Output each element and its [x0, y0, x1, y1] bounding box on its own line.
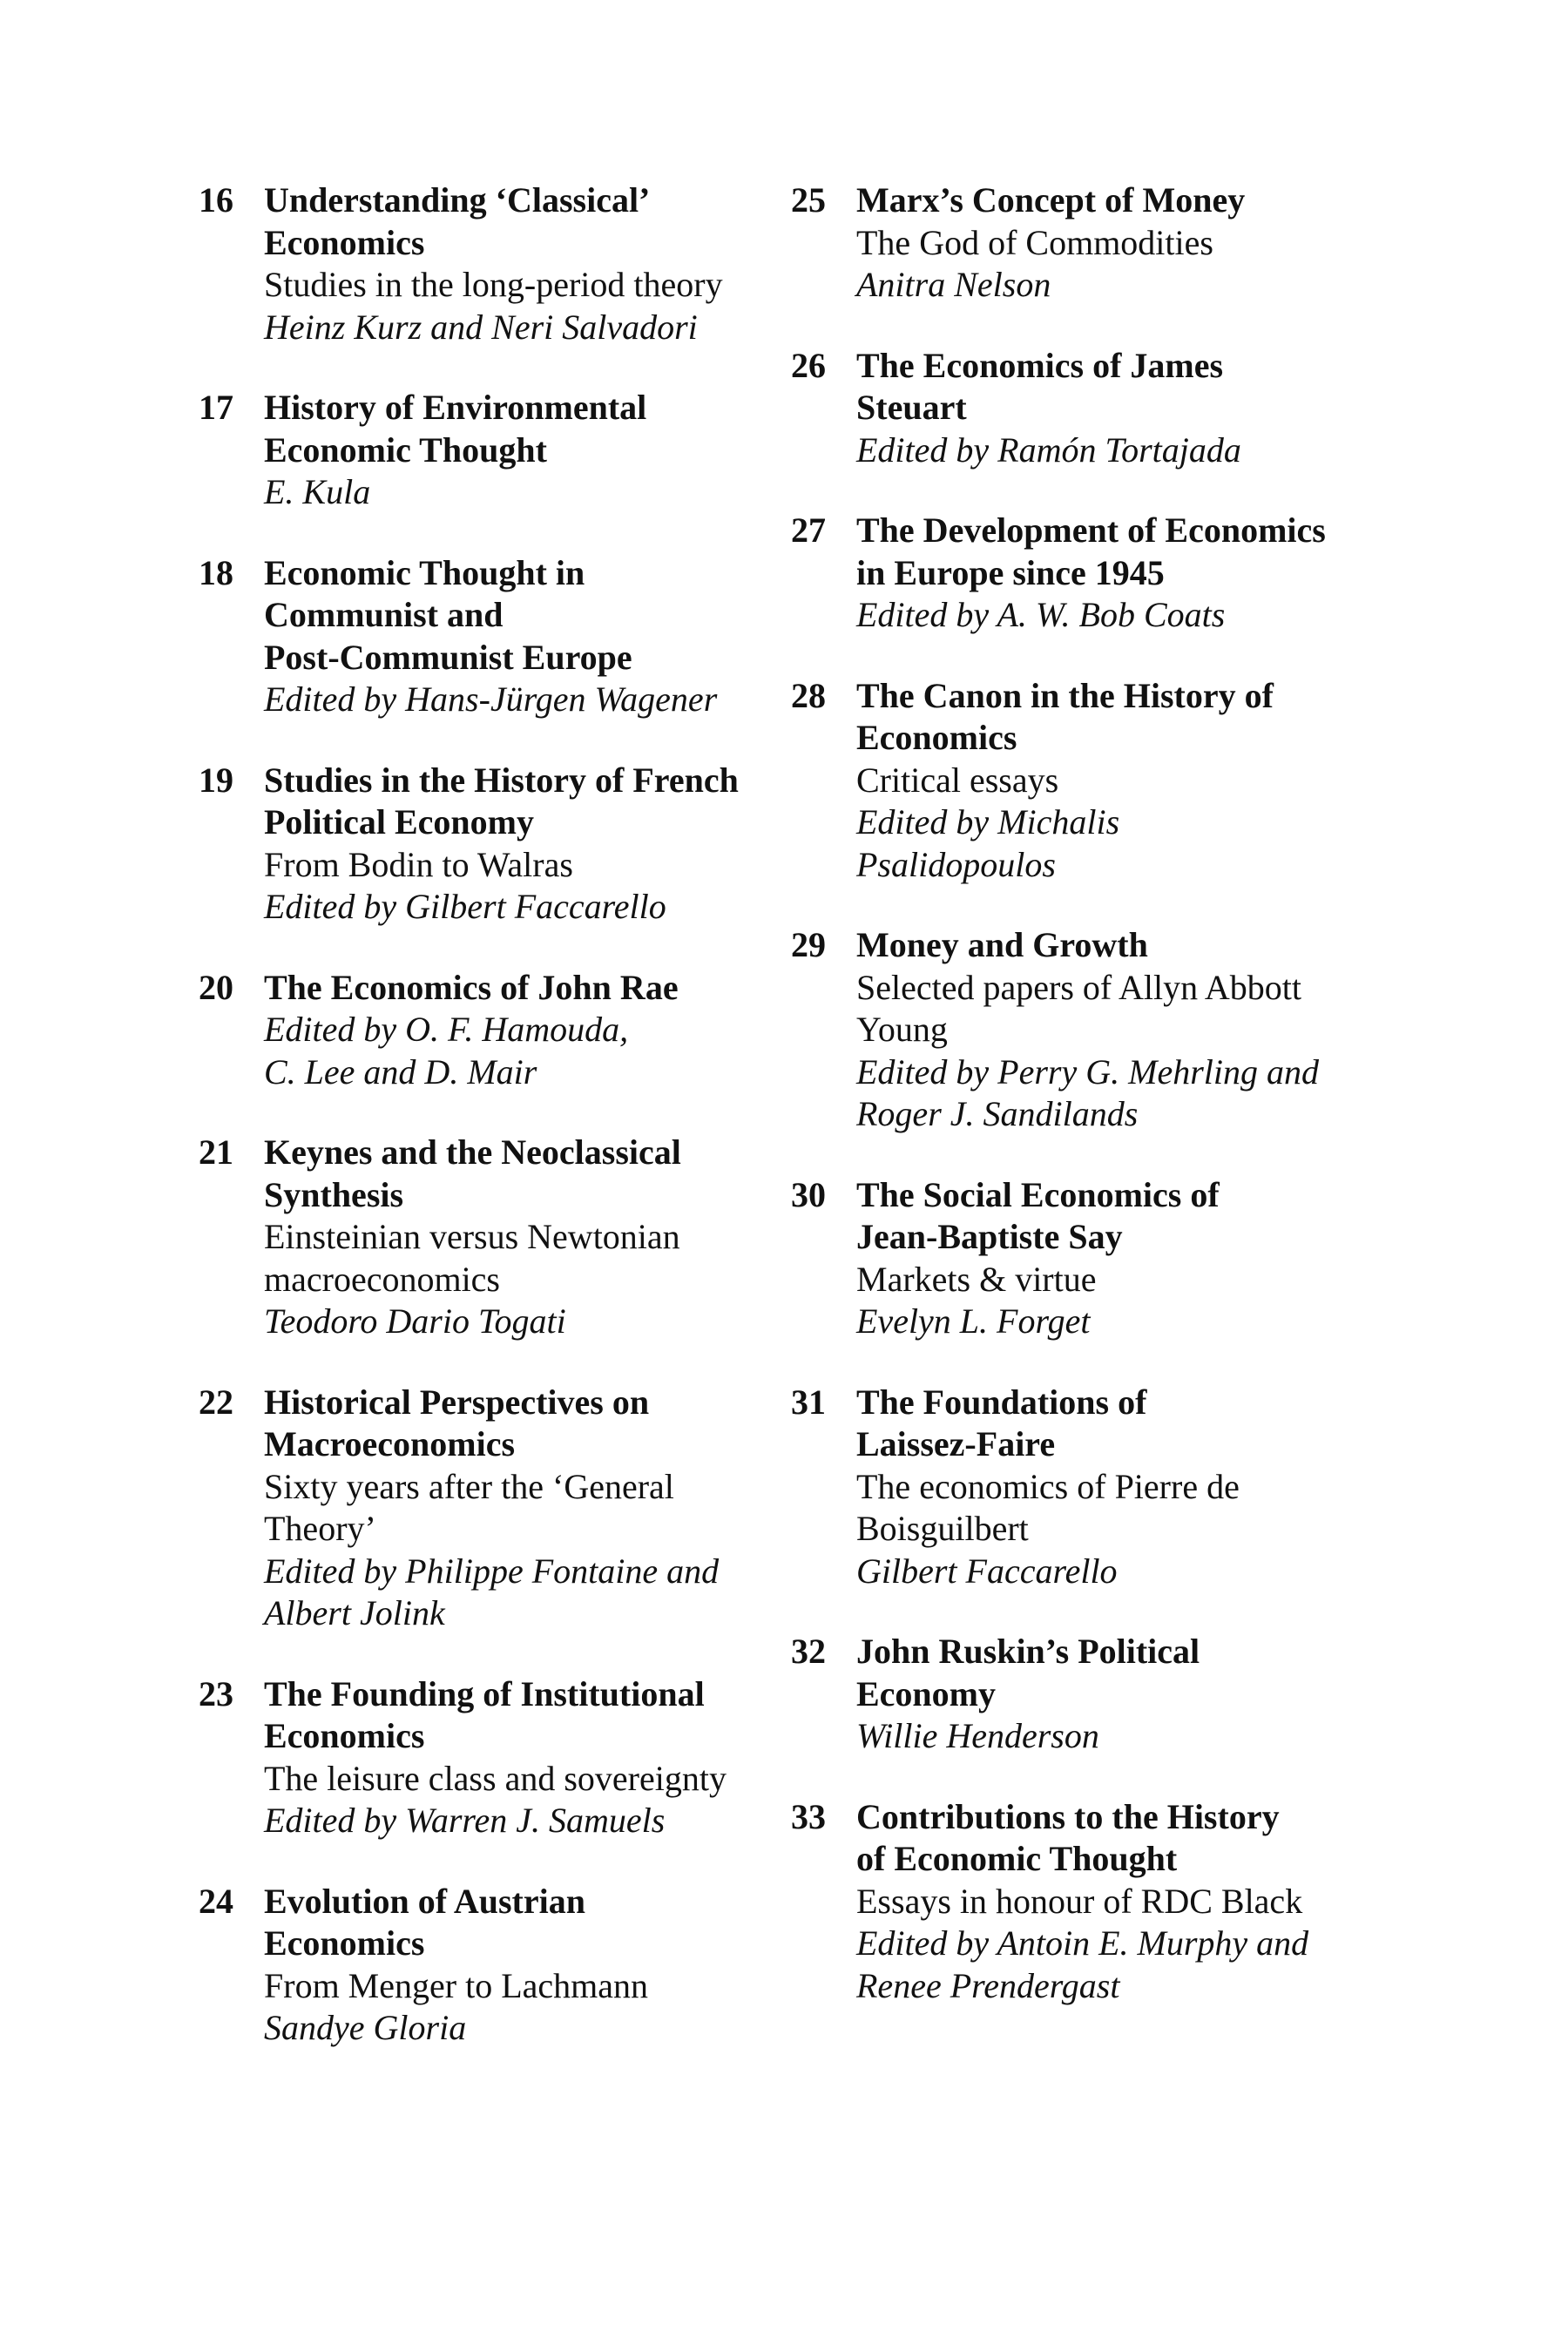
series-entry [199, 1673, 756, 1842]
entry-title-line: Political Economy [264, 802, 534, 841]
entry-author-line: Gilbert Faccarello [856, 1551, 1118, 1591]
entry-body [264, 967, 756, 1094]
entry-number: 22 [199, 1382, 233, 1422]
entry-title-line: Contributions to the History [856, 1796, 1280, 1836]
entry-number: 27 [791, 510, 826, 550]
entry-title-line: Economics [856, 718, 1017, 757]
entry-body [264, 1881, 756, 2050]
entry-number: 23 [199, 1673, 233, 1713]
entry-subtitle-line: Essays in honour of RDC Black [856, 1881, 1303, 1921]
entry-title-line: Economy [856, 1673, 996, 1713]
entry-number: 17 [199, 388, 233, 427]
entry-author-line: Edited by A. W. Bob Coats [856, 595, 1226, 634]
entry-title-line: Evolution of Austrian [264, 1881, 585, 1921]
series-entry [791, 510, 1348, 637]
entry-number: 26 [791, 345, 826, 385]
entry-author-line: Heinz Kurz and Neri Salvadori [264, 307, 698, 347]
entry-body [264, 387, 756, 514]
entry-body [856, 1174, 1348, 1343]
left-column [199, 179, 756, 2050]
entry-subtitle-line: From Bodin to Walras [264, 844, 573, 884]
series-entry [791, 1382, 1348, 1593]
entry-title-line: Steuart [856, 388, 967, 427]
entry-title-line: John Ruskin’s Political [856, 1632, 1200, 1671]
entry-author-line: C. Lee and D. Mair [264, 1051, 537, 1092]
entry-body [264, 1132, 756, 1343]
series-entry [791, 1796, 1348, 2008]
entry-title-line: Studies in the History of French [264, 760, 739, 800]
entry-author-line: Edited by Michalis [856, 802, 1120, 841]
entry-author-line: Edited by Philippe Fontaine and [264, 1551, 720, 1591]
entry-author-line: Evelyn L. Forget [856, 1301, 1091, 1341]
entry-title-line: The Economics of James [856, 345, 1224, 385]
entry-subtitle-line: Studies in the long-period theory [264, 265, 723, 304]
entry-author-line: Edited by Perry G. Mehrling and [856, 1051, 1319, 1092]
entry-subtitle-line: The leisure class and sovereignty [264, 1758, 727, 1798]
entry-author-line: Roger J. Sandilands [856, 1094, 1139, 1133]
entry-number: 19 [199, 760, 233, 800]
series-entry [791, 675, 1348, 887]
entry-number: 25 [791, 180, 826, 220]
series-entry [791, 179, 1348, 307]
entry-subtitle-line: Critical essays [856, 760, 1059, 800]
entry-author-line: Sandye Gloria [264, 2008, 467, 2047]
entry-author-line: Psalidopoulos [856, 844, 1056, 884]
series-entry [199, 552, 756, 721]
entry-title-line: Economic Thought [264, 429, 547, 470]
entry-body [264, 760, 756, 929]
entry-number: 24 [199, 1881, 233, 1921]
entry-title-line: Communist and [264, 595, 504, 634]
series-entry [199, 387, 756, 514]
series-entry [199, 1881, 756, 2050]
entry-title-line: Keynes and the Neoclassical [264, 1132, 681, 1172]
entry-number: 32 [791, 1632, 826, 1671]
entry-number: 33 [791, 1796, 826, 1836]
entry-author-line: E. Kula [264, 472, 371, 511]
entry-author-line: Willie Henderson [856, 1716, 1099, 1755]
entry-title-line: The Founding of Institutional [264, 1673, 705, 1713]
entry-subtitle-line: From Menger to Lachmann [264, 1965, 648, 2005]
entry-title-line: The Development of Economics [856, 510, 1326, 550]
entry-body [856, 924, 1348, 1136]
entry-title-line: Marx’s Concept of Money [856, 180, 1246, 220]
series-entry [791, 1631, 1348, 1758]
entry-title-line: in Europe since 1945 [856, 552, 1165, 592]
series-entry [199, 760, 756, 929]
series-entry [791, 1174, 1348, 1343]
entry-title-line: Laissez-Faire [856, 1424, 1056, 1463]
entry-author-line: Anitra Nelson [856, 265, 1051, 304]
entry-subtitle-line: Einsteinian versus Newtonian [264, 1217, 680, 1256]
entry-subtitle-line: Boisguilbert [856, 1509, 1029, 1548]
entry-body [264, 552, 756, 721]
entry-author-line: Edited by O. F. Hamouda, [264, 1010, 629, 1049]
entry-body [856, 179, 1348, 307]
entry-subtitle-line: macroeconomics [264, 1259, 500, 1299]
series-entry [791, 345, 1348, 472]
entry-body [856, 675, 1348, 887]
entry-subtitle-line: Selected papers of Allyn Abbott [856, 967, 1302, 1007]
entry-number: 20 [199, 967, 233, 1007]
entry-title-line: Synthesis [264, 1174, 404, 1214]
entry-title-line: The Canon in the History of [856, 675, 1274, 715]
entry-title-line: The Economics of John Rae [264, 967, 679, 1007]
entry-author-line: Edited by Hans-Jürgen Wagener [264, 679, 718, 719]
entry-body [264, 179, 756, 348]
entry-number: 28 [791, 675, 826, 715]
series-entry [199, 967, 756, 1094]
entry-title-line: Economics [264, 1923, 425, 1963]
entry-number: 18 [199, 552, 233, 592]
entry-number: 21 [199, 1132, 233, 1172]
entry-subtitle-line: The God of Commodities [856, 222, 1213, 262]
entry-author-line: Albert Jolink [264, 1593, 445, 1632]
entry-title-line: The Foundations of [856, 1382, 1147, 1422]
series-entry [791, 924, 1348, 1136]
entry-title-line: of Economic Thought [856, 1839, 1178, 1878]
entry-title-line: History of Environmental [264, 388, 647, 427]
entry-subtitle-line: The economics of Pierre de [856, 1466, 1240, 1506]
entry-subtitle-line: Theory’ [264, 1509, 376, 1548]
entry-author-line: Teodoro Dario Togati [264, 1301, 566, 1341]
entry-title-line: Post-Communist Europe [264, 637, 632, 677]
entry-number: 29 [791, 925, 826, 964]
series-entry [199, 179, 756, 348]
entry-title-line: Understanding ‘Classical’ [264, 180, 651, 220]
entry-body [856, 1382, 1348, 1593]
entry-subtitle-line: Markets & virtue [856, 1259, 1097, 1299]
entry-title-line: Economics [264, 222, 425, 262]
series-entry [199, 1132, 756, 1343]
entry-title-line: Economics [264, 1716, 425, 1755]
entry-author-line: Renee Prendergast [856, 1965, 1120, 2005]
entry-title-line: Money and Growth [856, 925, 1148, 964]
entry-subtitle-line: Sixty years after the ‘General [264, 1466, 674, 1506]
entry-body [856, 345, 1348, 472]
entry-author-line: Edited by Gilbert Faccarello [264, 887, 666, 926]
series-entry [199, 1382, 756, 1635]
entry-number: 16 [199, 180, 233, 220]
entry-author-line: Edited by Warren J. Samuels [264, 1801, 666, 1840]
entry-body [856, 510, 1348, 637]
entry-body [856, 1631, 1348, 1758]
entry-body [264, 1673, 756, 1842]
entry-number: 30 [791, 1174, 826, 1214]
entry-title-line: Economic Thought in [264, 552, 585, 592]
entry-author-line: Edited by Antoin E. Murphy and [856, 1923, 1309, 1963]
entry-title-line: Macroeconomics [264, 1424, 516, 1463]
right-column [791, 179, 1348, 2007]
entry-body [856, 1796, 1348, 2008]
entry-author-line: Edited by Ramón Tortajada [856, 429, 1241, 470]
entry-body [264, 1382, 756, 1635]
entry-subtitle-line: Young [856, 1010, 948, 1049]
entry-title-line: The Social Economics of [856, 1174, 1220, 1214]
entry-title-line: Jean-Baptiste Say [856, 1217, 1123, 1256]
entry-number: 31 [791, 1382, 826, 1422]
entry-title-line: Historical Perspectives on [264, 1382, 650, 1422]
